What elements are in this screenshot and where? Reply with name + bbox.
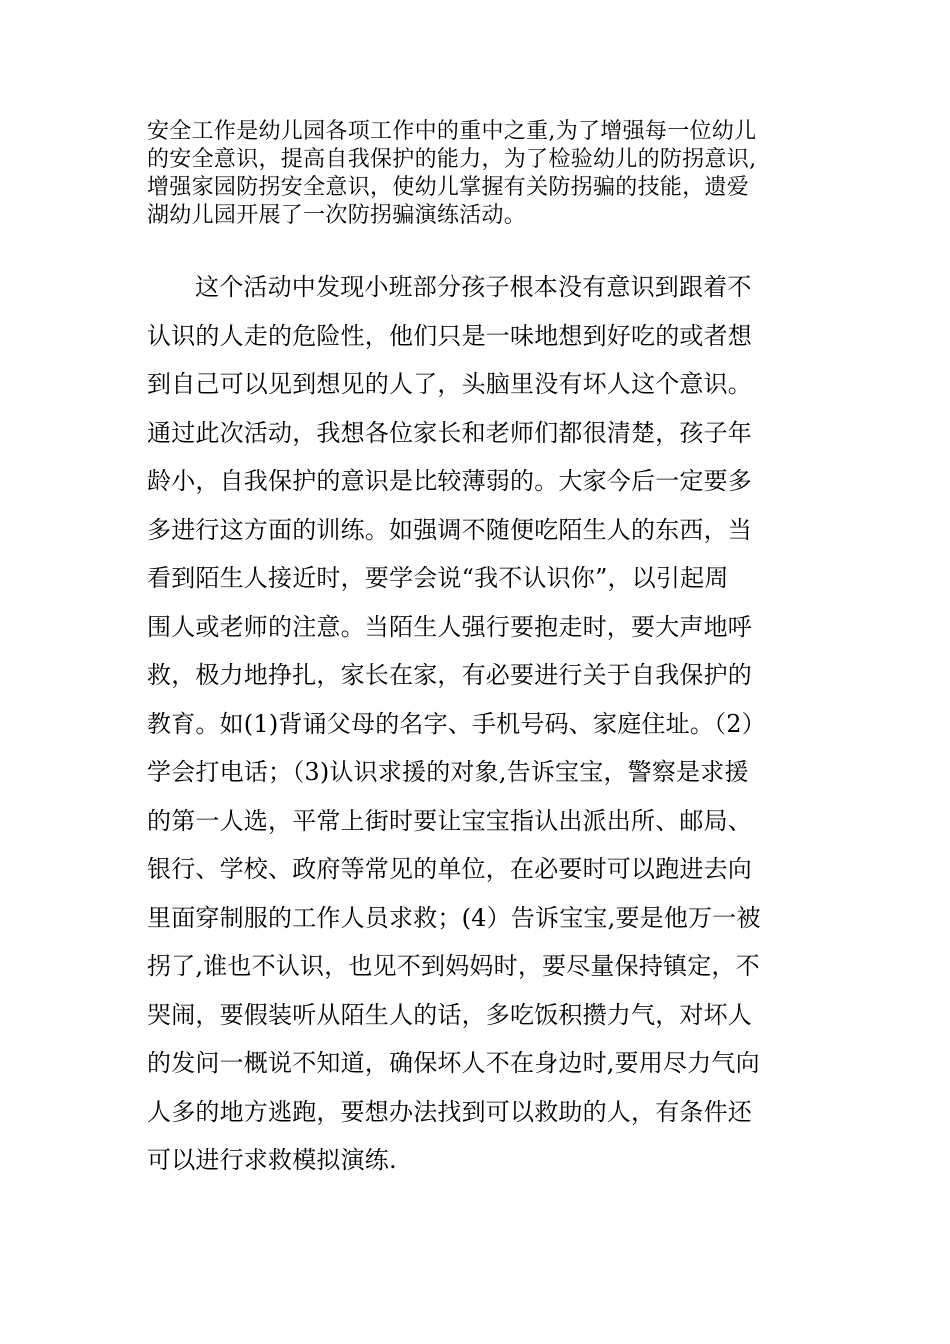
body-line: 的第一人选，平常上街时要让宝宝指认出派出所、邮局、 xyxy=(147,806,752,835)
body-line: 的发问一概说不知道，确保坏人不在身边时,要用尽力气向 xyxy=(147,1049,760,1077)
intro-paragraph xyxy=(147,118,807,230)
body-line: 通过此次活动，我想各位家长和老师们都很清楚，孩子年 xyxy=(147,418,752,447)
body-line: 拐了,谁也不认识，也见不到妈妈时，要尽量保持镇定，不 xyxy=(147,952,760,980)
body-line: 这个活动中发现小班部分孩子根本没有意识到跟着不 xyxy=(195,273,752,301)
body-line: 到自己可以见到想见的人了，头脑里没有坏人这个意识。 xyxy=(147,370,752,398)
intro-line: 安全工作是幼儿园各项工作中的重中之重,为了增强每一位幼儿 xyxy=(147,119,757,144)
body-line: 龄小，自我保护的意识是比较薄弱的。大家今后一定要多 xyxy=(147,467,752,495)
intro-line: 的安全意识，提高自我保护的能力，为了检验幼儿的防拐意识, xyxy=(147,147,757,172)
intro-line: 增强家园防拐安全意识，使幼儿掌握有关防拐骗的技能，遗爱 xyxy=(147,175,750,200)
body-line: 看到陌生人接近时，要学会说“我不认识你”，以引起周 xyxy=(147,564,729,592)
body-line: 银行、学校、政府等常见的单位，在必要时可以跑进去向 xyxy=(147,855,752,883)
body-line: 哭闹，要假装听从陌生人的话，多吃饭积攒力气，对坏人 xyxy=(147,1000,752,1029)
intro-line: 湖幼儿园开展了一次防拐骗演练活动。 xyxy=(147,203,527,228)
body-line: 认识的人走的危险性，他们只是一味地想到好吃的或者想 xyxy=(147,321,752,350)
body-line: 救，极力地挣扎，家长在家，有必要进行关于自我保护的 xyxy=(147,661,752,689)
body-line: 里面穿制服的工作人员求救；(4）告诉宝宝,要是他万一被 xyxy=(147,903,761,932)
body-line: 学会打电话；（3)认识求援的对象,告诉宝宝，警察是求援 xyxy=(147,758,749,786)
body-paragraph xyxy=(147,263,807,1185)
body-line: 教育。如(1)背诵父母的名字、手机号码、家庭住址。（2） xyxy=(147,709,766,738)
body-line: 可以进行求救模拟演练. xyxy=(147,1146,397,1174)
body-line: 人多的地方逃跑，要想办法找到可以救助的人，有条件还 xyxy=(147,1097,752,1126)
body-line: 多进行这方面的训练。如强调不随便吃陌生人的东西，当 xyxy=(147,515,752,544)
body-line: 围人或老师的注意。当陌生人强行要抱走时，要大声地呼 xyxy=(147,612,752,641)
